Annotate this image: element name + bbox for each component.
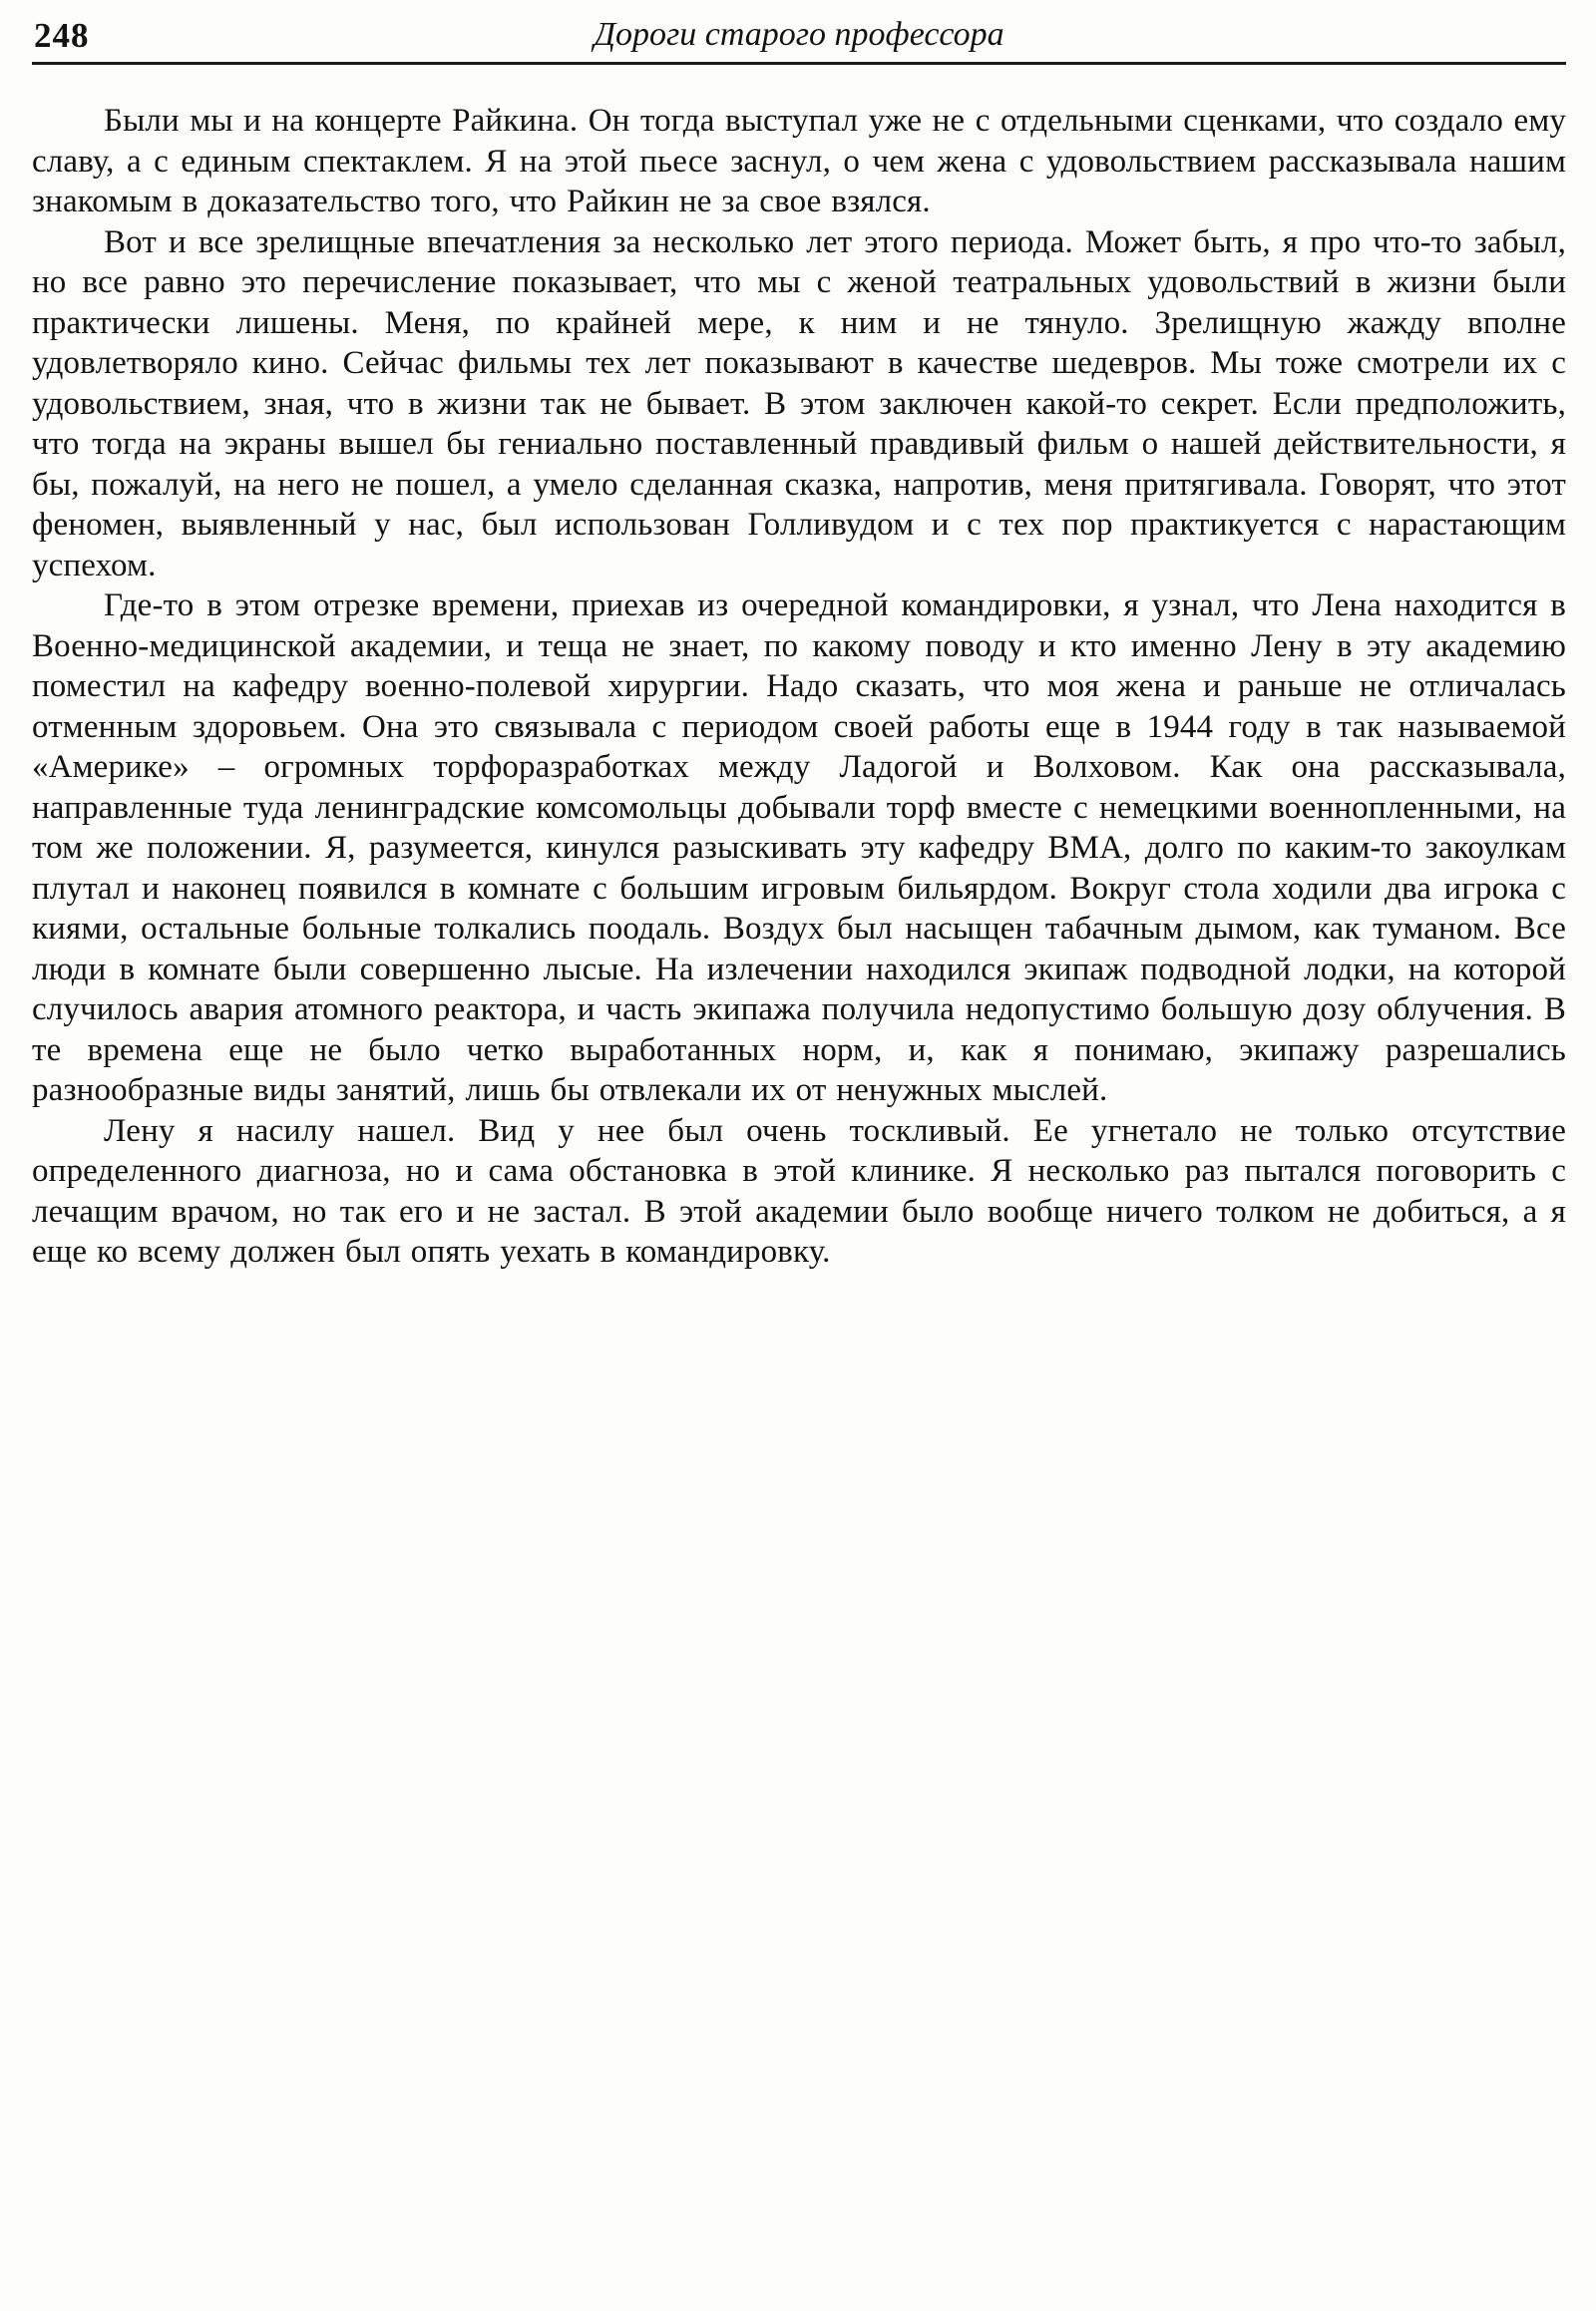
paragraph: Лену я насилу нашел. Вид у нее был очень тоскливый. Ее угнетало не только отсутствие определенного диагноза, но и сама обстановка в этой клинике. Я несколько раз пытался поговорить с лечащим врачом, но так его и не застал. В этой академии было вообще ничего толком не добиться, а я еще ко всему должен был опять уехать в командировку.	[32, 1112, 1566, 1270]
page-header	[32, 16, 1566, 65]
running-title: Дороги старого профессора	[594, 16, 1004, 53]
paragraph: Были мы и на концерте Райкина. Он тогда выступал уже не с отдельными сценками, что создало ему славу, а с единым спектаклем. Я на этой пьесе заснул, о чем жена с удовольствием рассказывала нашим знакомым в доказательство того, что Райкин не за свое взялся.	[32, 103, 1566, 219]
paragraph: Вот и все зрелищные впечатления за несколько лет этого периода. Может быть, я про что-то забыл, но все равно это перечисление показывает, что мы с женой театральных удовольствий в жизни были практически лишены. Меня, по крайней мере, к ним и не тянуло. Зрелищную жажду вполне удовлетворяло кино. Сейчас фильмы тех лет показывают в качестве шедевров. Мы тоже смотрели их с удовольствием, зная, что в жизни так не бывает. В этом заключен какой-то секрет. Если предположить, что тогда на экраны вышел бы гениально поставленный правдивый фильм о нашей действительности, я бы, пожалуй, на него не пошел, а умело сделанная сказка, напротив, меня притягивала. Говорят, что этот феномен, выявленный у нас, был использован Голливудом и с тех пор практикуется с нарастающим успехом.	[32, 223, 1566, 583]
page-body	[32, 101, 1566, 1273]
paragraph: Где-то в этом отрезке времени, приехав из очередной командировки, я узнал, что Лена находится в Военно-медицинской академии, и теща не знает, по какому поводу и кто именно Лену в эту академию поместил на кафедру военно-полевой хирургии. Надо сказать, что моя жена и раньше не отличалась отменным здоровьем. Она это связывала с периодом своей работы еще в 1944 году в так называемой «Америке» – огромных торфоразработках между Ладогой и Волховом. Как она рассказывала, направленные туда ленинградские комсомольцы добывали торф вместе с немецкими военнопленными, на том же положении. Я, разумеется, кинулся разыскивать эту кафедру ВМА, долго по каким-то закоулкам плутал и наконец появился в комнате с большим игровым бильярдом. Вокруг стола ходили два игрока с киями, остальные больные толкались поодаль. Воздух был насыщен табачным дымом, как туманом. Все люди в комнате были совершенно лысые. На излечении находился экипаж подводной лодки, на которой случилось авария атомного реактора, и часть экипажа получила недопустимо большую дозу облучения. В те времена еще не было четко выработанных норм, и, как я понимаю, экипажу разрешались разнообразные виды занятий, лишь бы отвлекали их от ненужных мыслей.	[32, 587, 1566, 1108]
page-number: 248	[34, 16, 90, 55]
